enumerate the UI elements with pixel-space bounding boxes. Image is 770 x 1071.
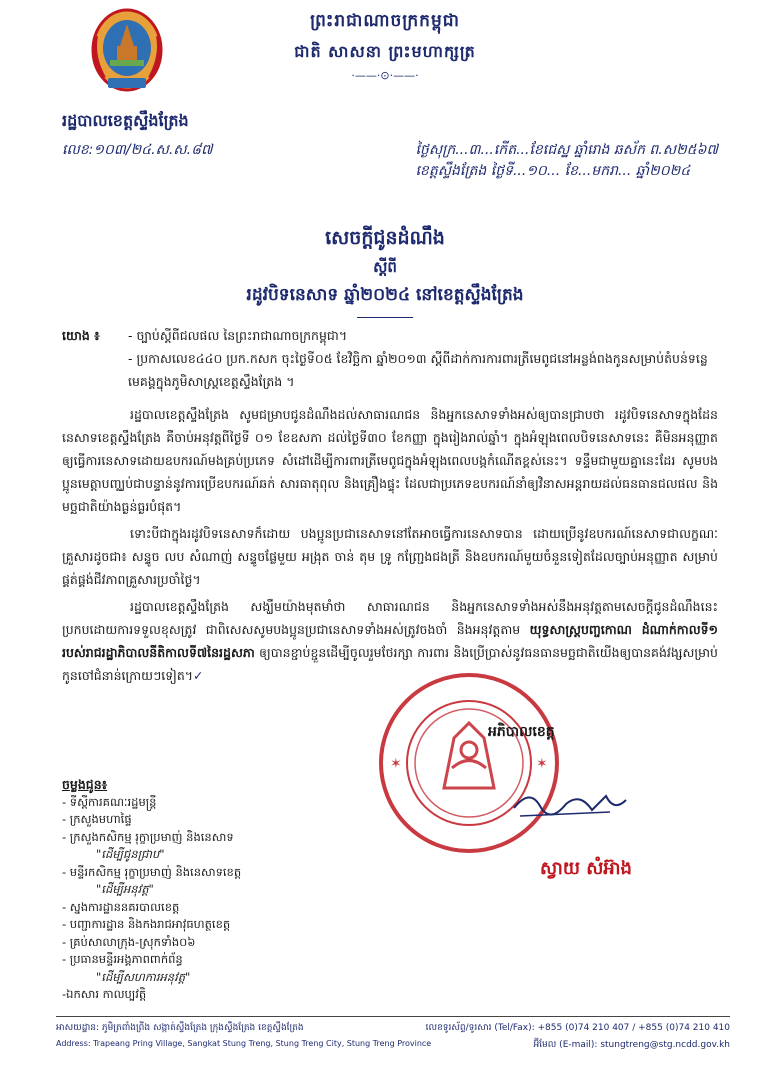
recipients-label: ចម្លងជូន៖ — [62, 777, 108, 792]
strategy-name: យុទ្ធសាស្ត្របញ្ចកោណ ដំណាក់កាលទី១ របស់រាជរដ្ឋាភិបាលនីតិកាលទី៧នៃរដ្ឋសភា — [62, 622, 718, 660]
document-body — [62, 324, 718, 687]
recipient-item: - ក្រសួងមហាផ្ទៃ — [62, 812, 132, 826]
administration-name: រដ្ឋបាលខេត្តស្ទឹងត្រែង — [62, 111, 189, 130]
recipient-item: - មន្ទីរកសិកម្ម រុក្ខាប្រមាញ់ និងនេសាទខេត្ត — [62, 864, 242, 879]
title-subject: រដូវបិទនេសាទ ឆ្នាំ២០២៤ នៅខេត្តស្ទឹងត្រែង — [246, 285, 524, 305]
handwritten-check-mark: ✓ — [193, 668, 204, 683]
recipient-item: -ឯកសារ កាលប្បវត្តិ — [62, 987, 147, 1001]
footer-phone: លេខទូរស័ព្ទ/ទូរសារ (Tel/Fax): +855 (0)74 210 407 / +855 (0)74 210 410 — [425, 1023, 730, 1033]
kingdom-header — [0, 10, 770, 82]
header-ornament: ·——·⊙·——· — [351, 69, 419, 82]
solar-date: ខេត្តស្ទឹងត្រែង ថ្ងៃទី...១០... ខែ...មករា... ឆ្នាំ២០២៤ — [415, 163, 691, 179]
recipient-item: - ក្រសួងកសិកម្ម រុក្ខាប្រមាញ់ និងនេសាទ — [62, 829, 234, 844]
paragraph-announcement: រដ្ឋបាលខេត្តស្ទឹងត្រែង សូមជម្រាបជូនដំណឹងដល់សាធារណជន និងអ្នកនេសាទទាំងអស់ឲ្យបានជ្រាបថា រដូវបិទនេសាទក្នុងដែននេសាទខេត្តស្ទឹងត្រែង គឺចាប់អនុវត្តពីថ្ងៃទី ០១ ខែឧសភា ដល់ថ្ងៃទី៣០ ខែកញ្ញា ក្នុងរៀងរាល់ឆ្នាំ។ ក្នុងអំឡុងពេលបិទនេសាទនេះ គឺមិនអនុញ្ញាតឲ្យធ្វើការនេសាទដោយឧបករណ៍មងគ្រប់ប្រភេទ សំដៅដើម្បីការពារត្រីមេពូជក្នុងអំឡុងពេលបង្កកំណើតខ្ពស់នេះ។ ទន្ទឹមជាមួយគ្នានេះដែរ សូមបងប្អូនមេត្តាបញ្ឈប់ជាបន្ទាន់នូវការប្រើឧបករណ៍ឆក់ សារធាតុពុល និងគ្រឿងផ្ទុះ ដែលជាប្រភេទឧបករណ៍នាំឲ្យវិនាសអន្តរាយដល់ធនធានជលផល និងមច្ឆជាតិយ៉ាងធ្ងន់ធ្ងរបំផុត។ — [62, 407, 718, 514]
recipient-item: - គ្រប់សាលាក្រុង-ស្រុកទាំង០៦ — [62, 934, 196, 949]
recipient-item: - បញ្ជាការដ្ឋាន និងកងរាជអាវុធហត្ថខេត្ត — [62, 917, 231, 931]
title-divider — [357, 317, 413, 318]
national-motto: ជាតិ សាសនា ព្រះមហាក្សត្រ — [294, 42, 476, 61]
reference-number: លេខ:១០៣/២៤.ស.ស.៨៧ — [62, 142, 213, 158]
recipient-purpose: "ដើម្បីអនុវត្ត" — [96, 882, 154, 896]
document-title — [0, 226, 770, 318]
issuing-authority — [62, 110, 212, 161]
recipient-purpose: "ដើម្បីជូនជ្រាប" — [96, 847, 165, 861]
recipient-item: - ទីស្តីការគណៈរដ្ឋមន្ត្រី — [62, 794, 157, 809]
lunar-date: ថ្ងៃសុក្រ...៣...កើត...ខែជេស្ឋ ឆ្នាំរោង ឆស័ក ព.ស២៥៦៧ — [415, 142, 718, 158]
recipient-item: - ស្នងការដ្ឋាននគរបាលខេត្ត — [62, 899, 180, 914]
references-label: យោង ៖ — [62, 328, 100, 343]
closing-text-end: ឲ្យបានខ្ជាប់ខ្ជួនដើម្បីចូលរួមថែរក្សា ការពារ និងប្រើប្រាស់នូវធនធានមច្ឆជាតិយើងឲ្យបានគង់វង្សសម្រាប់កូនចៅជំនាន់ក្រោយៗទៀត។ — [62, 645, 718, 683]
title-about: ស្តីពី — [373, 258, 397, 276]
recipient-purpose: "ដើម្បីសហការអនុវត្ត" — [96, 969, 191, 984]
svg-text:✶: ✶ — [390, 756, 402, 772]
references-block — [62, 324, 718, 393]
document-dates — [415, 140, 718, 182]
footer-address-khmer: អាសយដ្ឋាន: ភូមិត្រពាំងព្រីង សង្កាត់ស្ទឹងត្រែង ក្រុងស្ទឹងត្រែង ខេត្តស្ទឹងត្រែង — [56, 1023, 304, 1033]
recipient-item: - ប្រធានមន្ទីរអង្គភាពពាក់ព័ន្ធ — [62, 952, 183, 966]
title-main: សេចក្តីជូនដំណឹង — [325, 227, 445, 249]
reference-item: - ប្រកាសលេខ៤៤០ ប្រក.កសក ចុះថ្ងៃទី០៥ ខែវិច្ឆិកា ឆ្នាំ២០១៣ ស្តីពីដាក់ការការពារត្រីមេពូជនៅអន្លង់ពងកូនសម្រាប់តំបន់ទន្លេមេគង្គក្នុងភូមិសាស្ត្រខេត្តស្ទឹងត្រែង ។ — [128, 351, 708, 389]
closing-text-start: រដ្ឋបាលខេត្តស្ទឹងត្រែង សង្ឃឹមយ៉ាងមុតមាំថា សាធារណជន និងអ្នកនេសាទទាំងអស់នឹងអនុវត្តតាមសេចក្តីជូនដំណឹងនេះប្រកបដោយការទទួលខុសត្រូវ ជាពិសេសសូមបងប្អូនប្រជានេសាទទាំងអស់ត្រូវចងចាំ និងអនុវត្តតាម — [62, 599, 718, 637]
handwritten-signature — [510, 782, 630, 822]
signatory-name: ស្វាយ សំអ៊ាង — [540, 858, 632, 879]
signatory-title: អភិបាលខេត្ត — [488, 724, 555, 740]
footer-email: អ៊ីមែល (E-mail): stungtreng@stg.ncdd.gov.kh — [533, 1040, 730, 1050]
footer — [56, 1022, 730, 1056]
svg-text:✶: ✶ — [536, 756, 548, 772]
reference-item: - ច្បាប់ស្តីពីជលផល នៃព្រះរាជាណាចក្រកម្ពុជា។ — [128, 328, 348, 343]
official-seal-stamp — [374, 668, 564, 858]
footer-address-english: Address: Trapeang Pring Village, Sangkat Stung Treng, Stung Treng City, Stung Treng Province — [56, 1039, 432, 1048]
footer-divider — [56, 1016, 730, 1017]
kingdom-name: ព្រះរាជាណាចក្រកម្ពុជា — [310, 11, 460, 31]
copy-recipients — [62, 776, 241, 1004]
paragraph-allowed-gear: ទោះបីជាក្នុងរដូវបិទនេសាទក៏ដោយ បងប្អូនប្រជានេសាទនៅតែអាចធ្វើការនេសាទបាន ដោយប្រើនូវឧបករណ៍នេសាទជាលក្ខណៈគ្រួសារដូចជា៖ សន្ទូច លប សំណាញ់ សន្ទូចផ្លែមួយ អង្រុត ចាន់ តុម ទ្រូ កញ្ជ្រែងជងត្រី និងឧបករណ៍មួយចំនួនទៀតដែលច្បាប់អនុញ្ញាត សម្រាប់ផ្គត់ផ្គង់ជីវភាពគ្រួសារប្រចាំថ្ងៃ។ — [62, 526, 718, 587]
